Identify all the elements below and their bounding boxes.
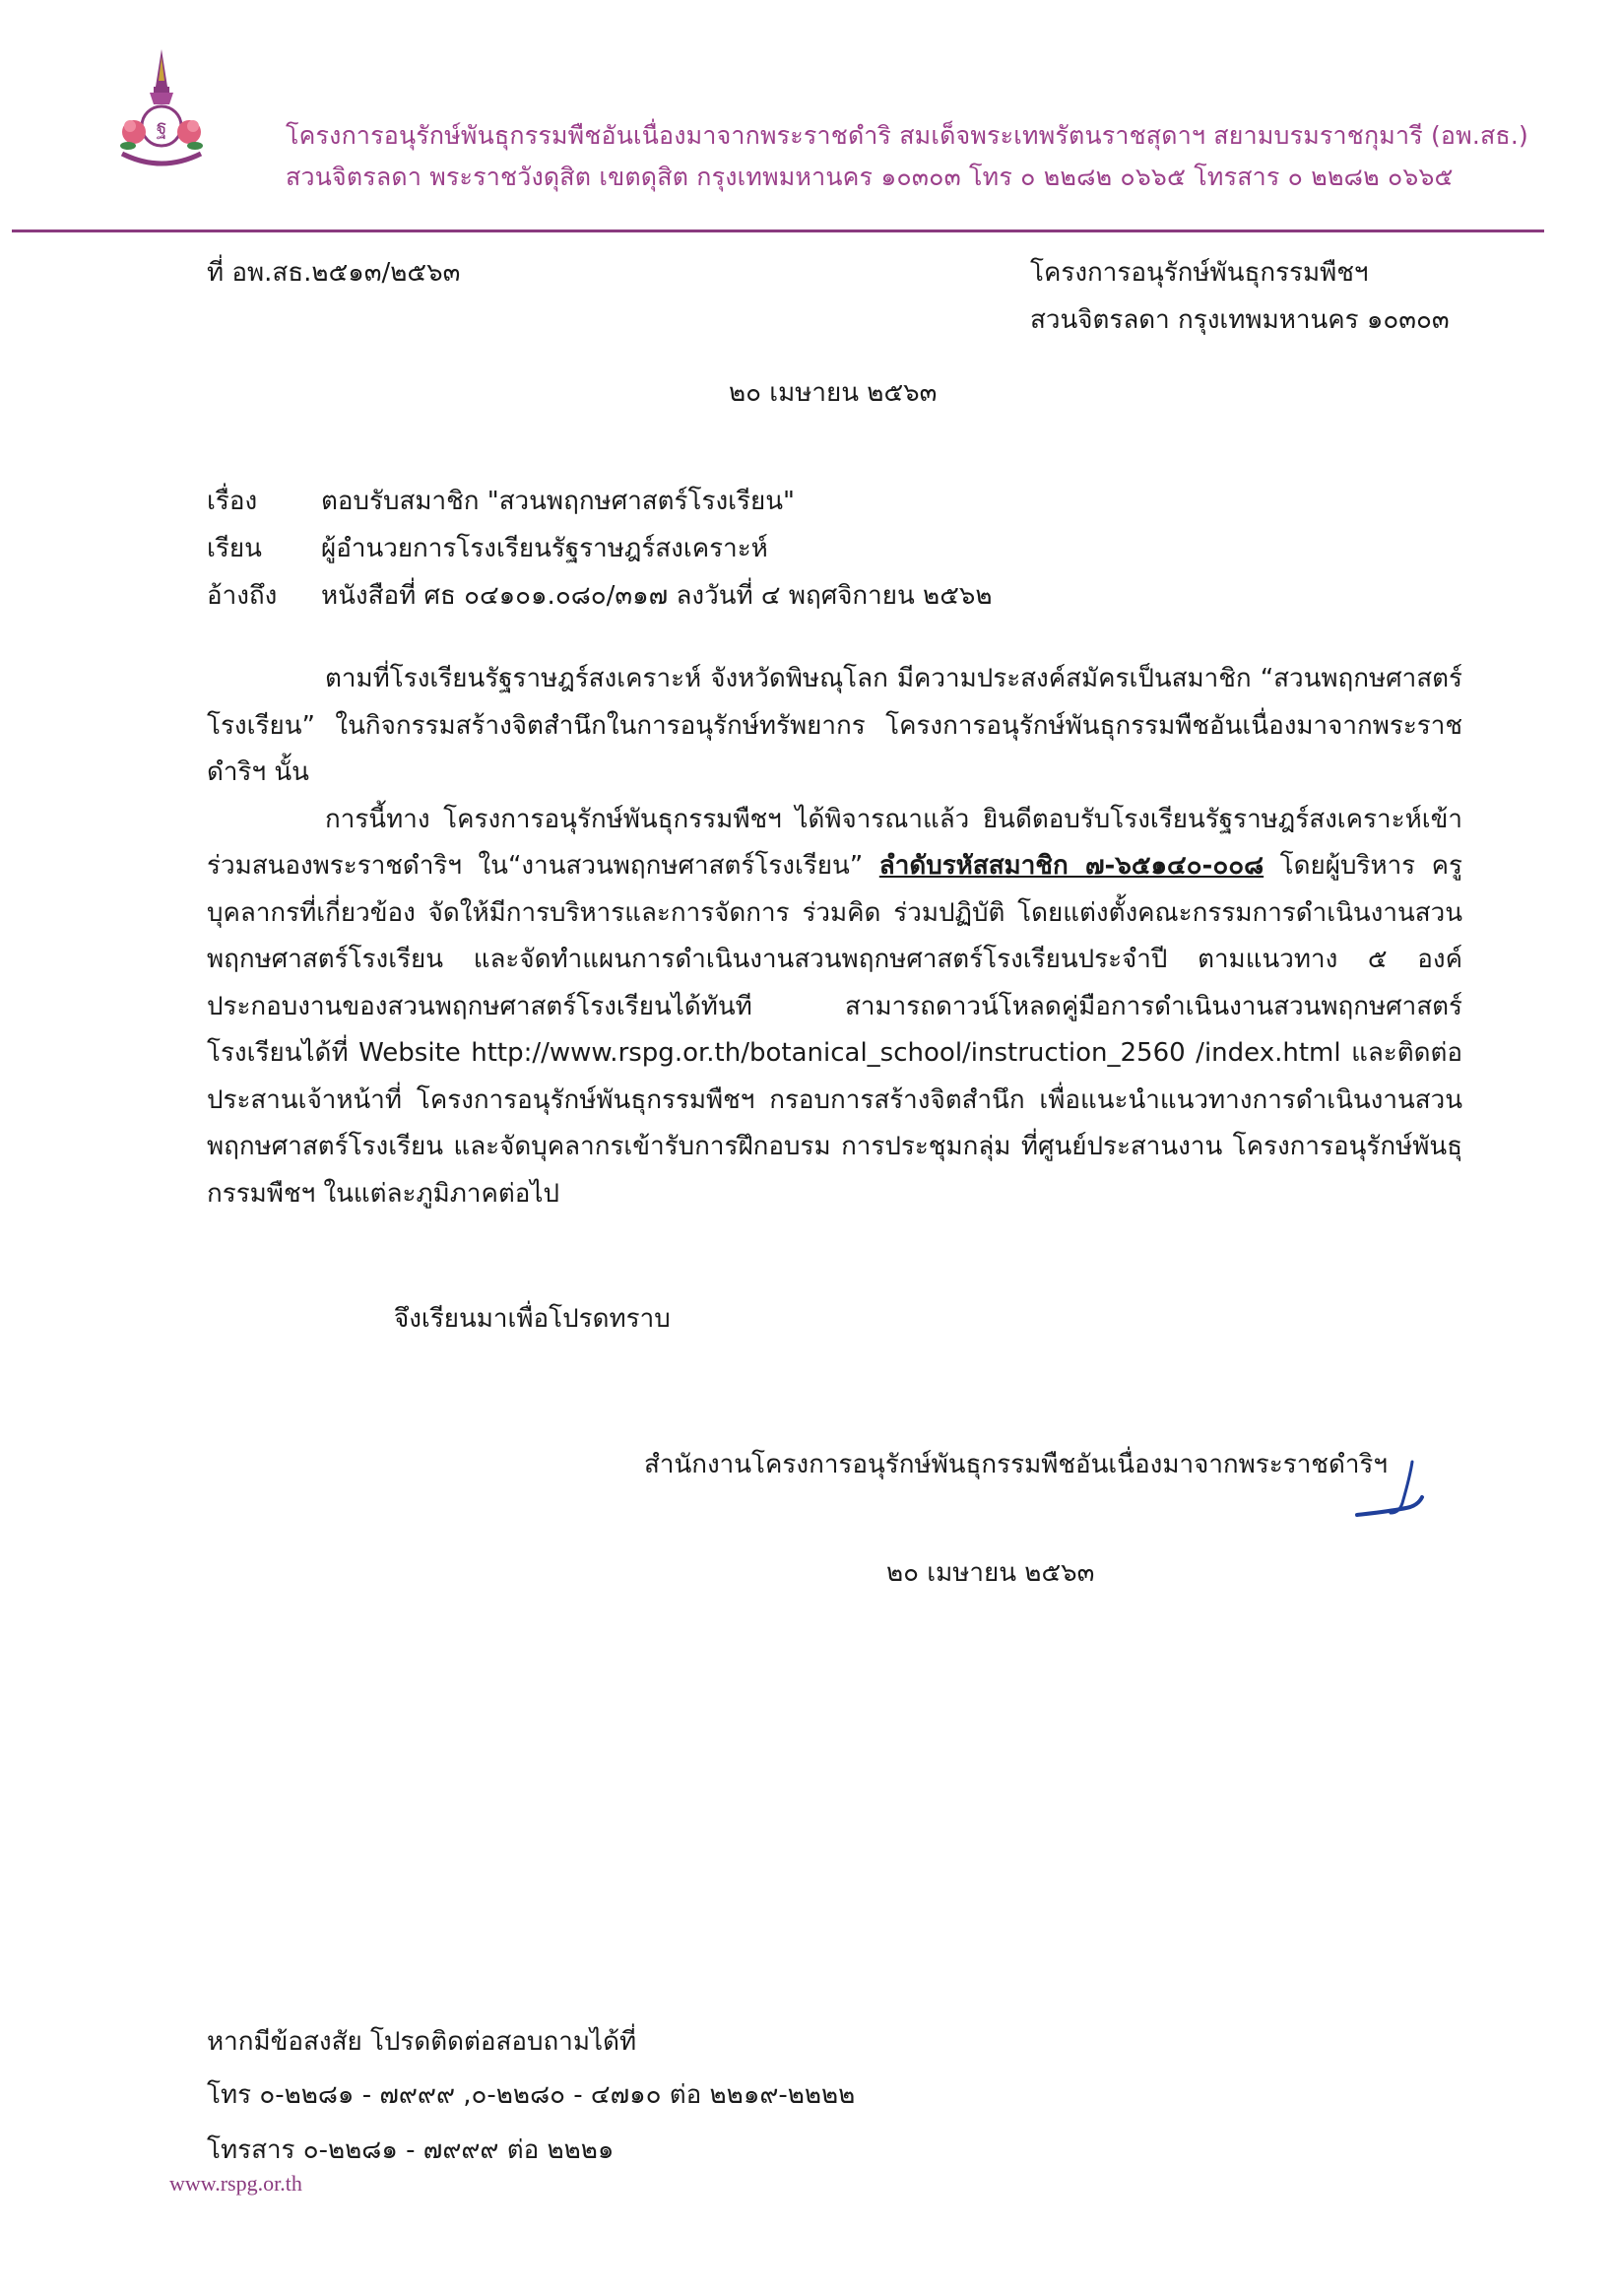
letter-body (207, 656, 1462, 1217)
signing-date: ๒๐ เมษายน ๒๕๖๓ (886, 1558, 1095, 1588)
letterhead-divider (12, 230, 1544, 232)
subject-label: เรื่อง (207, 487, 258, 516)
letterhead-line-1: โครงการอนุรักษ์พันธุกรรมพืชอันเนื่องมาจากพระราชดำริ สมเด็จพระเทพรัตนราชสุดาฯ สยามบรมราชกุมารี (อพ.สธ.) (286, 121, 1528, 150)
reference-label: อ้างถึง (207, 581, 278, 611)
contact-phone: โทร ๐-๒๒๘๑ - ๗๙๙๙ ,๐-๒๒๘๐ - ๔๗๑๐ ต่อ ๒๒๑๙-๒๒๒๒ (207, 2080, 856, 2110)
rspg-emblem-logo (116, 47, 207, 175)
footer-website: www.rspg.or.th (169, 2171, 302, 2196)
member-code: ลำดับรหัสสมาชิก ๗-๖๕๑๔๐-๐๐๘ (878, 851, 1264, 881)
reference-text: หนังสือที่ ศธ ๐๔๑๐๑.๐๘๐/๓๑๗ ลงวันที่ ๔ พฤศจิกายน ๒๕๖๒ (321, 581, 993, 611)
reference-number: ที่ อพ.สธ.๒๕๑๓/๒๕๖๓ (207, 258, 461, 288)
contact-fax: โทรสาร ๐-๒๒๘๑ - ๗๙๙๙ ต่อ ๒๒๒๑ (207, 2135, 615, 2165)
body-paragraph-2 (207, 797, 1462, 1218)
body-paragraph-2-rest: โดยผู้บริหาร ครู บุคลากรที่เกี่ยวข้อง จัดให้มีการบริหารและการจัดการ ร่วมคิด ร่วมปฏิบัติ โดยแต่งตั้งคณะกรรมการดำเนินงานสวนพฤกษศาสตร์โรงเรียน และจัดทำแผนการดำเนินงานสวนพฤกษศาสตร์โรงเรียนประจำปี ตามแนวทาง ๕ องค์ประกอบงานของสวนพฤกษศาสตร์โรงเรียนได้ทันที สามารถดาวน์โหลดคู่มือการดำเนินงานสวนพฤกษศาสตร์โรงเรียนได้ที่ Website http://www.rspg.or.th/botanical_school/instruction_2560 /index.html และติดต่อประสานเจ้าหน้าที่ โครงการอนุรักษ์พันธุกรรมพืชฯ กรอบการสร้างจิตสำนึก เพื่อแนะนำแนวทางการดำเนินงานสวนพฤกษศาสตร์โรงเรียน และจัดบุคลากรเข้ารับการฝึกอบรม การประชุมกลุ่ม ที่ศูนย์ประสานงาน โครงการอนุรักษ์พันธุกรรมพืชฯ ในแต่ละภูมิภาคต่อไป (207, 851, 1463, 1209)
signing-office: สำนักงานโครงการอนุรักษ์พันธุกรรมพืชอันเนื่องมาจากพระราชดำริฯ (644, 1450, 1388, 1479)
svg-text:ฐ: ฐ (156, 115, 167, 139)
letterhead-line-2: สวนจิตรลดา พระราชวังดุสิต เขตดุสิต กรุงเทพมหานคร ๑๐๓๐๓ โทร ๐ ๒๒๘๒ ๐๖๖๕ โทรสาร ๐ ๒๒๘๒ ๐๖๖๕ (286, 163, 1454, 191)
body-paragraph-1: ตามที่โรงเรียนรัฐราษฎร์สงเคราะห์ จังหวัดพิษณุโลก มีความประสงค์สมัครเป็นสมาชิก “สวนพฤกษศาสตร์โรงเรียน” ในกิจกรรมสร้างจิตสำนึกในการอนุรักษ์ทรัพยากร โครงการอนุรักษ์พันธุกรรมพืชอันเนื่องมาจากพระราชดำริฯ นั้น (207, 664, 1462, 787)
closing-phrase: จึงเรียนมาเพื่อโปรดทราบ (394, 1304, 671, 1334)
subject-text: ตอบรับสมาชิก "สวนพฤกษศาสตร์โรงเรียน" (321, 487, 795, 516)
body-paragraph-2-intro: การนี้ทาง โครงการอนุรักษ์พันธุกรรมพืชฯ ได้พิจารณาแล้ว ยินดีตอบรับโรงเรียนรัฐราษฎร์สงเคราะห์เข้าร่วมสนองพระราชดำริฯ ใน“งานสวนพฤกษศาสตร์โรงเรียน” (207, 804, 1462, 881)
contact-intro: หากมีข้อสงสัย โปรดติดต่อสอบถามได้ที่ (207, 2027, 637, 2057)
sender-address: สวนจิตรลดา กรุงเทพมหานคร ๑๐๓๐๓ (1030, 305, 1450, 335)
sender-organization: โครงการอนุรักษ์พันธุกรรมพืชฯ (1030, 258, 1369, 288)
letter-date: ๒๐ เมษายน ๒๕๖๓ (729, 378, 938, 408)
recipient-text: ผู้อำนวยการโรงเรียนรัฐราษฎร์สงเคราะห์ (321, 534, 768, 563)
recipient-label: เรียน (207, 534, 262, 563)
